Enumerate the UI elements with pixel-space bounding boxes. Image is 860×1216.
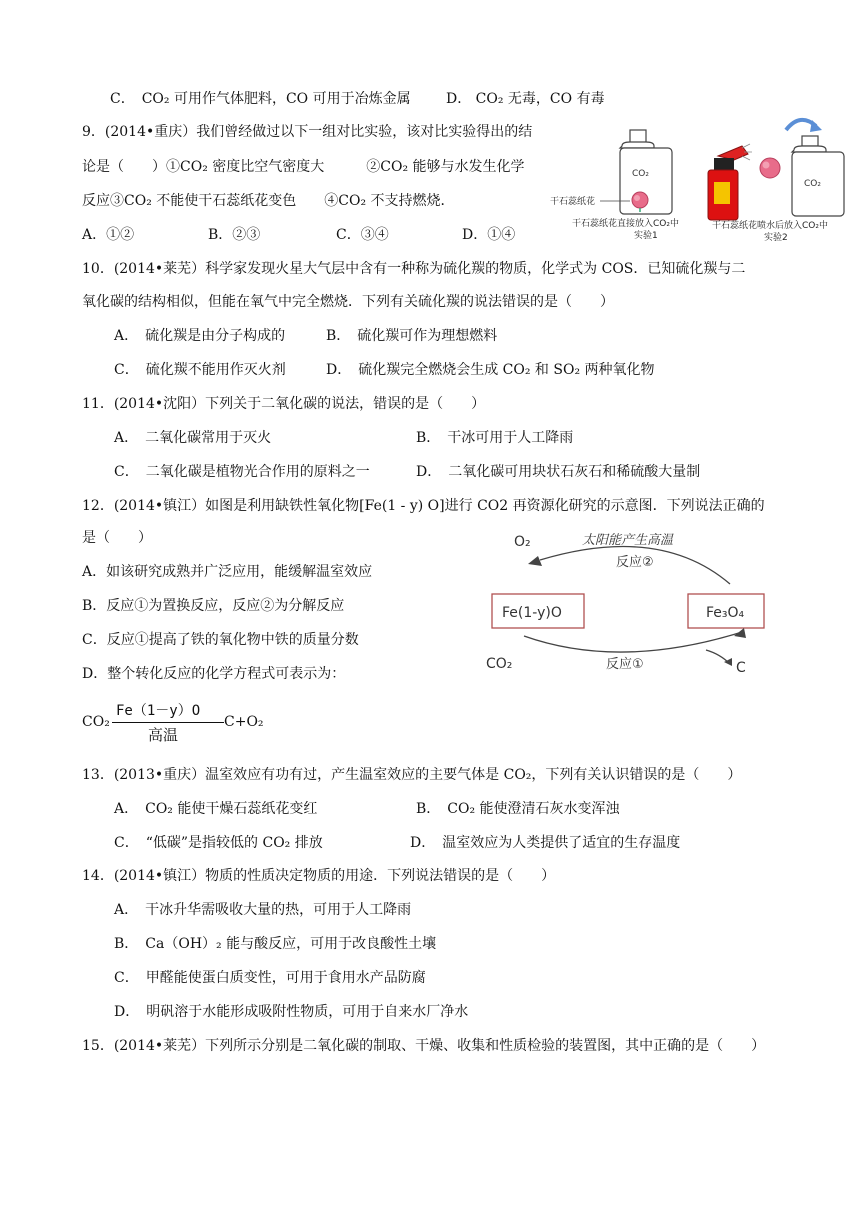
- q13-stem: 13．(2013•重庆）温室效应有功有过，产生温室效应的主要气体是 CO₂，下列有关认识错误的是（ ）: [82, 767, 742, 783]
- q10-option-c: C． 硫化羰不能用作灭火剂: [114, 362, 286, 378]
- co2-label: CO₂: [486, 656, 513, 672]
- reaction-1-label: 反应①: [606, 657, 644, 672]
- top-reaction-label: 太阳能产生高温: [582, 533, 674, 548]
- q12-equation: [82, 700, 282, 750]
- q8-option-c: C． CO₂ 可用作气体肥料，CO 可用于冶炼金属: [110, 91, 411, 107]
- caption-1-line1: 干石蕊纸花直接放入CO₂中: [572, 219, 679, 229]
- q14-option-a: A． 干冰升华需吸收大量的热，可用于人工降雨: [114, 902, 412, 918]
- bottle-1-label: CO₂: [632, 169, 649, 179]
- box-right-label: Fe₃O₄: [706, 605, 745, 621]
- box-left-label: Fe(1-y)O: [502, 605, 562, 621]
- q14-option-d: D． 明矾溶于水能形成吸附性物质，可用于自来水厂净水: [114, 1004, 469, 1020]
- q10-stem-line1: 10．(2014•莱芜）科学家发现火星大气层中含有一种称为硫化羰的物质，化学式为 COS．已知硫化羰与二: [82, 261, 746, 277]
- wet-flower-icon: [760, 158, 780, 178]
- q9-option-c: C．③④: [336, 227, 389, 243]
- caption-1-line2: 实验1: [634, 231, 658, 241]
- q12-stem-line2: 是（ ）: [82, 530, 152, 546]
- q13-option-b: B． CO₂ 能使澄清石灰水变浑浊: [416, 801, 620, 817]
- equation-condition-bottom: 高温: [148, 726, 179, 744]
- q9-experiment-figure: [548, 112, 854, 248]
- bottle-2-label: CO₂: [804, 179, 821, 189]
- q12-option-d: D．整个转化反应的化学方程式可表示为：: [82, 666, 346, 682]
- q11-option-d: D． 二氧化碳可用块状石灰石和稀硫酸大量制: [416, 464, 701, 480]
- q9-option-b: B．②③: [208, 227, 261, 243]
- q13-option-a: A． CO₂ 能使干燥石蕊纸花变红: [114, 801, 318, 817]
- equation-right: C+O₂: [224, 714, 264, 730]
- equation-left: CO₂: [82, 714, 110, 730]
- bottle-2-icon: [792, 136, 844, 216]
- q13-option-c: C． “低碳”是指较低的 CO₂ 排放: [114, 835, 323, 851]
- q11-stem: 11．(2014•沈阳）下列关于二氧化碳的说法，错误的是（ ）: [82, 396, 486, 412]
- q9-option-a: A．①②: [82, 227, 135, 243]
- q13-option-d: D． 温室效应为人类提供了适宜的生存温度: [410, 835, 681, 851]
- caption-2-line2: 实验2: [764, 233, 788, 243]
- q10-option-a: A． 硫化羰是由分子构成的: [114, 328, 286, 344]
- o2-label: O₂: [514, 534, 531, 550]
- q14-option-b: B． Ca（OH）₂ 能与酸反应，可用于改良酸性土壤: [114, 936, 437, 952]
- q10-stem-line2: 氧化碳的结构相似，但能在氧气中完全燃烧．下列有关硫化羰的说法错误的是（ ）: [82, 294, 614, 310]
- q14-option-c: C． 甲醛能使蛋白质变性，可用于食用水产品防腐: [114, 970, 426, 986]
- c-label: C: [736, 660, 746, 676]
- caption-2-line1: 干石蕊纸花喷水后放入CO₂中: [712, 221, 828, 231]
- q10-option-b: B． 硫化羰可作为理想燃料: [326, 328, 498, 344]
- q9-stem-line2: 论是（ ）①CO₂ 密度比空气密度大 ②CO₂ 能够与水发生化学: [82, 159, 525, 175]
- q12-stem-line1: 12．(2014•镇江）如图是利用缺铁性氧化物[Fe(1 - y) O]进行 CO2 再资源化研究的示意图．下列说法正确的: [82, 498, 765, 514]
- q9-stem-line3: 反应③CO₂ 不能使干石蕊纸花变色 ④CO₂ 不支持燃烧．: [82, 193, 455, 209]
- equation-condition-top: Fe（1－y）O: [116, 703, 201, 719]
- q8-option-d: D． CO₂ 无毒，CO 有毒: [446, 91, 605, 107]
- q14-stem: 14．(2014•镇江）物质的性质决定物质的用途．下列说法错误的是（ ）: [82, 868, 556, 884]
- q10-option-d: D． 硫化羰完全燃烧会生成 CO₂ 和 SO₂ 两种氧化物: [326, 362, 655, 378]
- reaction-2-label: 反应②: [616, 555, 654, 570]
- q11-option-a: A． 二氧化碳常用于灭火: [114, 430, 272, 446]
- q11-option-c: C． 二氧化碳是植物光合作用的原料之一: [114, 464, 370, 480]
- q12-cycle-diagram: [480, 524, 780, 680]
- arrow-head-icon: [528, 556, 542, 566]
- q9-stem-line1: 9．(2014•重庆）我们曾经做过以下一组对比实验，该对比实验得出的结: [82, 124, 533, 140]
- spray-bottle-icon: [708, 144, 752, 220]
- q11-option-b: B． 干冰可用于人工降雨: [416, 430, 574, 446]
- equation-arrow-line: [112, 722, 224, 723]
- q12-option-c: C．反应①提高了铁的氧化物中铁的质量分数: [82, 632, 359, 648]
- q12-option-b: B．反应①为置换反应，反应②为分解反应: [82, 598, 345, 614]
- q12-option-a: A．如该研究成熟并广泛应用，能缓解温室效应: [82, 564, 373, 580]
- q9-option-d: D．①④: [462, 227, 516, 243]
- paper-flower-label: 干石蕊纸花: [550, 197, 596, 207]
- q15-stem: 15．(2014•莱芜）下列所示分别是二氧化碳的制取、干燥、收集和性质检验的装置图，其中正确的是（ ）: [82, 1038, 766, 1054]
